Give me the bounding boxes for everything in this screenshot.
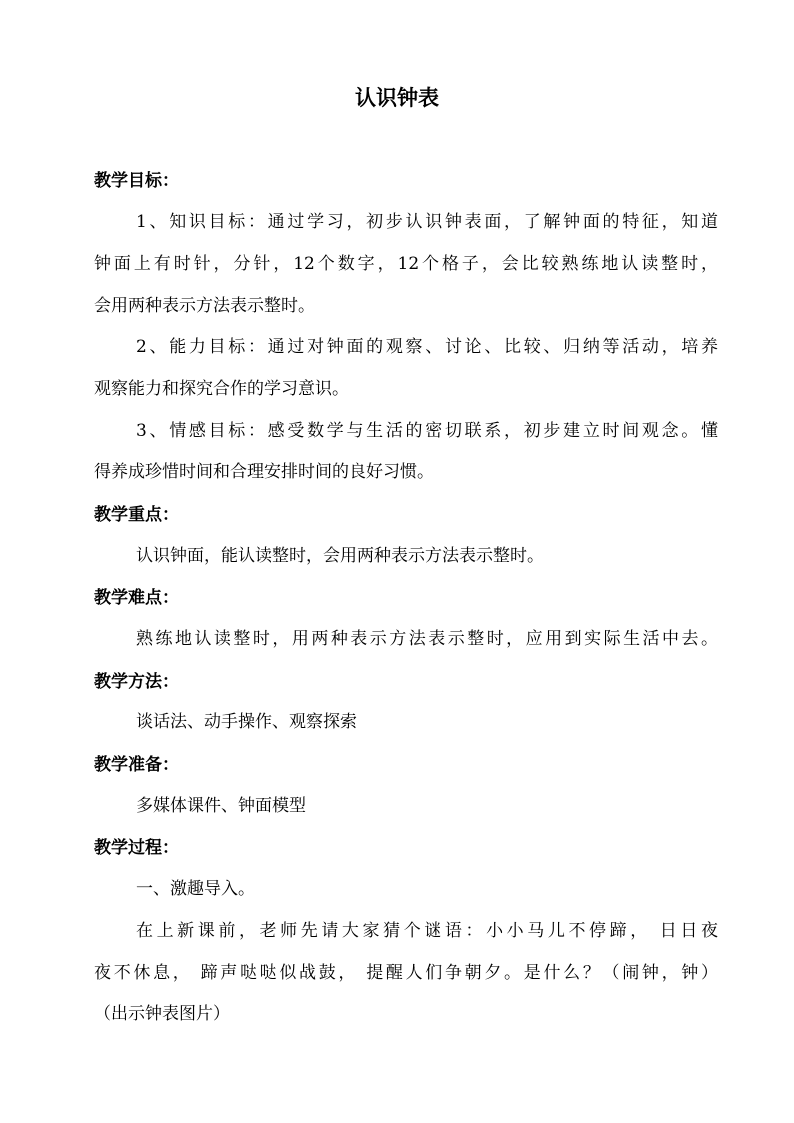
objective-3-line-1: 3、情感目标：感受数学与生活的密切联系，初步建立时间观念。懂 bbox=[136, 421, 718, 441]
document-title: 认识钟表 bbox=[355, 86, 439, 110]
process-para-line-1: 在上新课前，老师先请大家猜个谜语：小小马儿不停蹄， 日日夜 bbox=[136, 921, 718, 941]
methods-text: 谈话法、动手操作、观察探索 bbox=[136, 712, 357, 732]
key-points-text: 认识钟面，能认读整时，会用两种表示方法表示整时。 bbox=[136, 546, 544, 566]
process-para-line-2: 夜不休息， 蹄声哒哒似战鼓， 提醒人们争朝夕。是什么？（闹钟，钟） bbox=[94, 963, 718, 983]
objective-2-line-2: 观察能力和探究合作的学习意识。 bbox=[94, 379, 349, 399]
objective-3-line-2: 得养成珍惜时间和合理安排时间的良好习惯。 bbox=[94, 462, 434, 482]
preparation-text: 多媒体课件、钟面模型 bbox=[136, 796, 306, 816]
process-para-line-3: （出示钟表图片） bbox=[94, 1004, 230, 1024]
key-points-heading: 教学重点： bbox=[94, 505, 179, 525]
objectives-heading: 教学目标： bbox=[94, 171, 179, 191]
difficulties-text: 熟练地认读整时，用两种表示方法表示整时，应用到实际生活中去。 bbox=[136, 629, 718, 649]
objective-1-line-2: 钟面上有时针，分针，12个数字，12个格子，会比较熟练地认读整时， bbox=[94, 254, 718, 274]
methods-heading: 教学方法： bbox=[94, 672, 179, 692]
objective-1-line-3: 会用两种表示方法表示整时。 bbox=[94, 296, 315, 316]
preparation-heading: 教学准备： bbox=[94, 755, 179, 775]
process-heading: 教学过程： bbox=[94, 838, 179, 858]
objective-2-line-1: 2、能力目标：通过对钟面的观察、讨论、比较、归纳等活动，培养 bbox=[136, 337, 718, 357]
objective-1-line-1: 1、知识目标：通过学习，初步认识钟表面，了解钟面的特征，知道 bbox=[136, 212, 718, 232]
process-step-1: 一、激趣导入。 bbox=[136, 879, 255, 899]
difficulties-heading: 教学难点： bbox=[94, 588, 179, 608]
